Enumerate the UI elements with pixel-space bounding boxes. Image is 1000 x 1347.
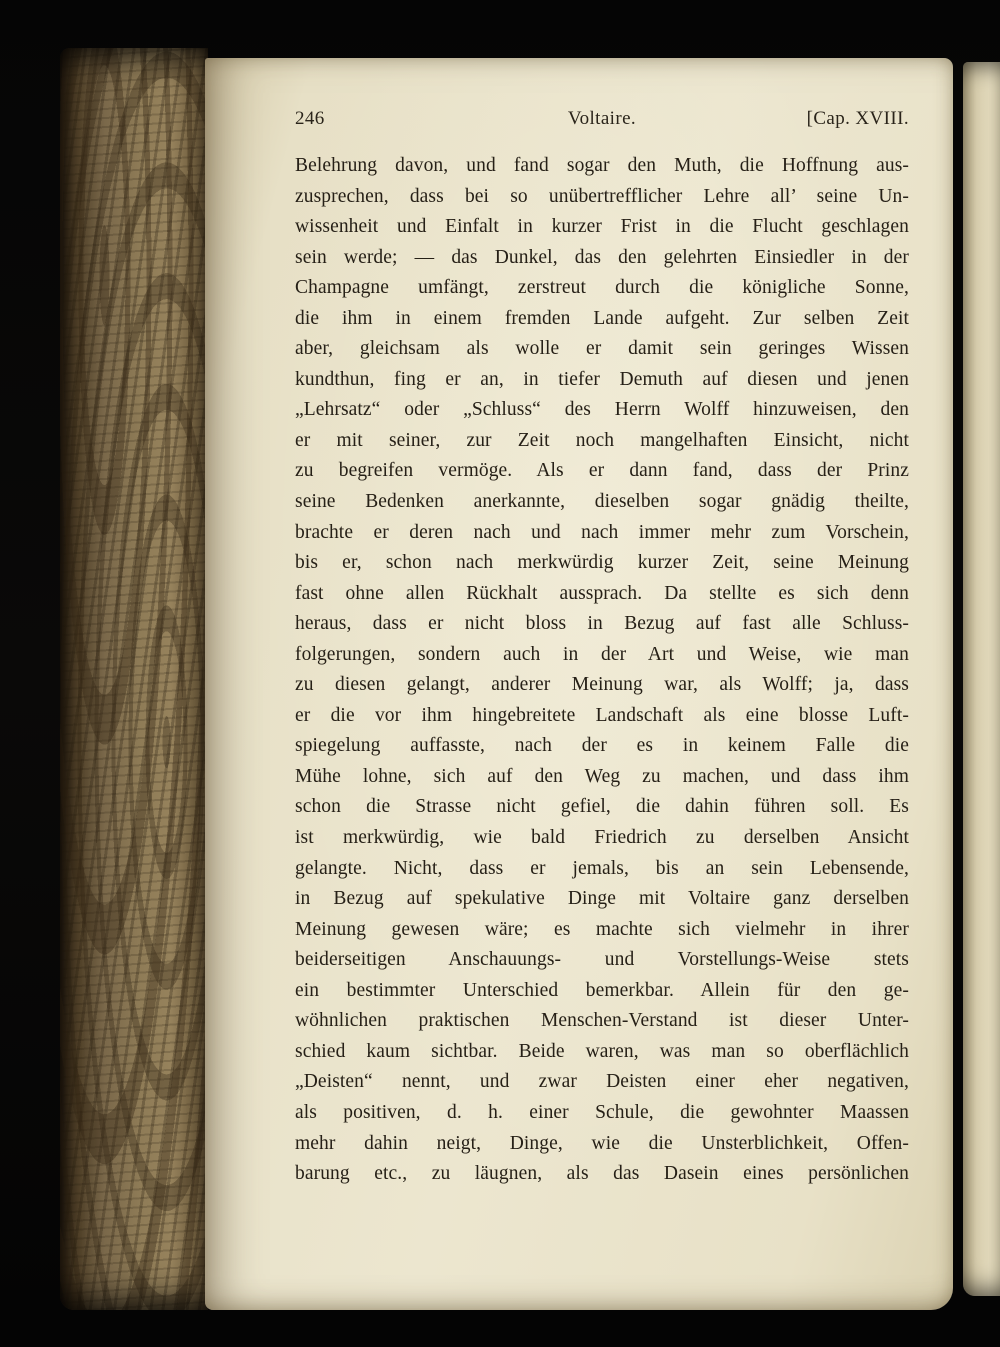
text-line: fast ohne allen Rückhalt aussprach. Da stellte es sich denn [295,582,909,604]
text-line: beiderseitigen Anschauungs- und Vorstellungs-Weise stets [295,949,909,971]
text-line: in Bezug auf spekulative Dinge mit Voltaire ganz derselben [295,888,909,910]
text-line: Mühe lohne, sich auf den Weg zu machen, und dass ihm [295,765,909,787]
text-line: aber, gleichsam als wolle er damit sein geringes Wissen [295,338,909,360]
text-line: schon die Strasse nicht gefiel, die dahin führen soll. Es [295,796,909,818]
text-line: kundthun, fing er an, in tiefer Demuth auf diesen und jenen [295,368,909,390]
text-line: Belehrung davon, und fand sogar den Muth, die Hoffnung aus- [295,155,909,176]
adjacent-page-edge [963,62,1000,1296]
text-line: Champagne umfängt, zerstreut durch die königliche Sonne, [295,277,909,299]
running-title: Voltaire. [567,108,637,129]
text-line: die ihm in einem fremden Lande aufgeht. Zur selben Zeit [295,307,909,329]
page-header [295,108,909,130]
text-line: spiegelung auffasste, nach der es in keinem Falle die [295,735,909,757]
text-line: zu diesen gelangt, anderer Meinung war, als Wolff; ja, dass [295,674,909,696]
text-line: barung etc., zu läugnen, als das Dasein eines persönlichen [295,1163,909,1185]
text-line: sein werde; — das Dunkel, das den gelehrten Einsiedler in der [295,246,909,268]
text-line: mehr dahin neigt, Dinge, wie die Unsterblichkeit, Offen- [295,1132,909,1154]
text-line: bis er, schon nach merkwürdig kurzer Zeit, seine Meinung [295,552,909,574]
text-line: „Lehrsatz“ oder „Schluss“ des Herrn Wolff hinzuweisen, den [295,399,909,421]
text-line: heraus, dass er nicht bloss in Bezug auf fast alle Schluss- [295,613,909,635]
text-line: seine Bedenken anerkannte, dieselben sogar gnädig theilte, [295,491,909,513]
text-line: ein bestimmter Unterschied bemerkbar. Allein für den ge- [295,979,909,1001]
text-line: ist merkwürdig, wie bald Friedrich zu derselben Ansicht [295,827,909,849]
text-line: folgerungen, sondern auch in der Art und Weise, wie man [295,643,909,665]
text-line: Meinung gewesen wäre; es machte sich vielmehr in ihrer [295,918,909,940]
page-content [295,108,909,1190]
text-line: „Deisten“ nennt, und zwar Deisten einer eher negativen, [295,1071,909,1093]
text-line: schied kaum sichtbar. Beide waren, was man so oberflächlich [295,1040,909,1062]
text-line: er die vor ihm hingebreitete Landschaft als eine blosse Luft- [295,704,909,726]
page-number: 246 [295,108,325,129]
text-line: zu begreifen vermöge. Als er dann fand, dass der Prinz [295,460,909,482]
body-text [295,151,909,1190]
text-line: wöhnlichen praktischen Menschen-Verstand ist dieser Unter- [295,1010,909,1032]
text-line: als positiven, d. h. einer Schule, die gewohnter Maassen [295,1101,909,1123]
text-line: brachte er deren nach und nach immer mehr zum Vorschein, [295,521,909,543]
text-line: gelangte. Nicht, dass er jemals, bis an sein Lebensende, [295,857,909,879]
text-line: wissenheit und Einfalt in kurzer Frist in die Flucht geschlagen [295,216,909,238]
book-page-edges [60,48,208,1310]
text-line: zusprechen, dass bei so unübertrefflicher Lehre all’ seine Un- [295,185,909,207]
chapter-label: [Cap. XVIII. [806,108,910,129]
book-page [205,58,953,1310]
text-line: er mit seiner, zur Zeit noch mangelhaften Einsicht, nicht [295,429,909,451]
